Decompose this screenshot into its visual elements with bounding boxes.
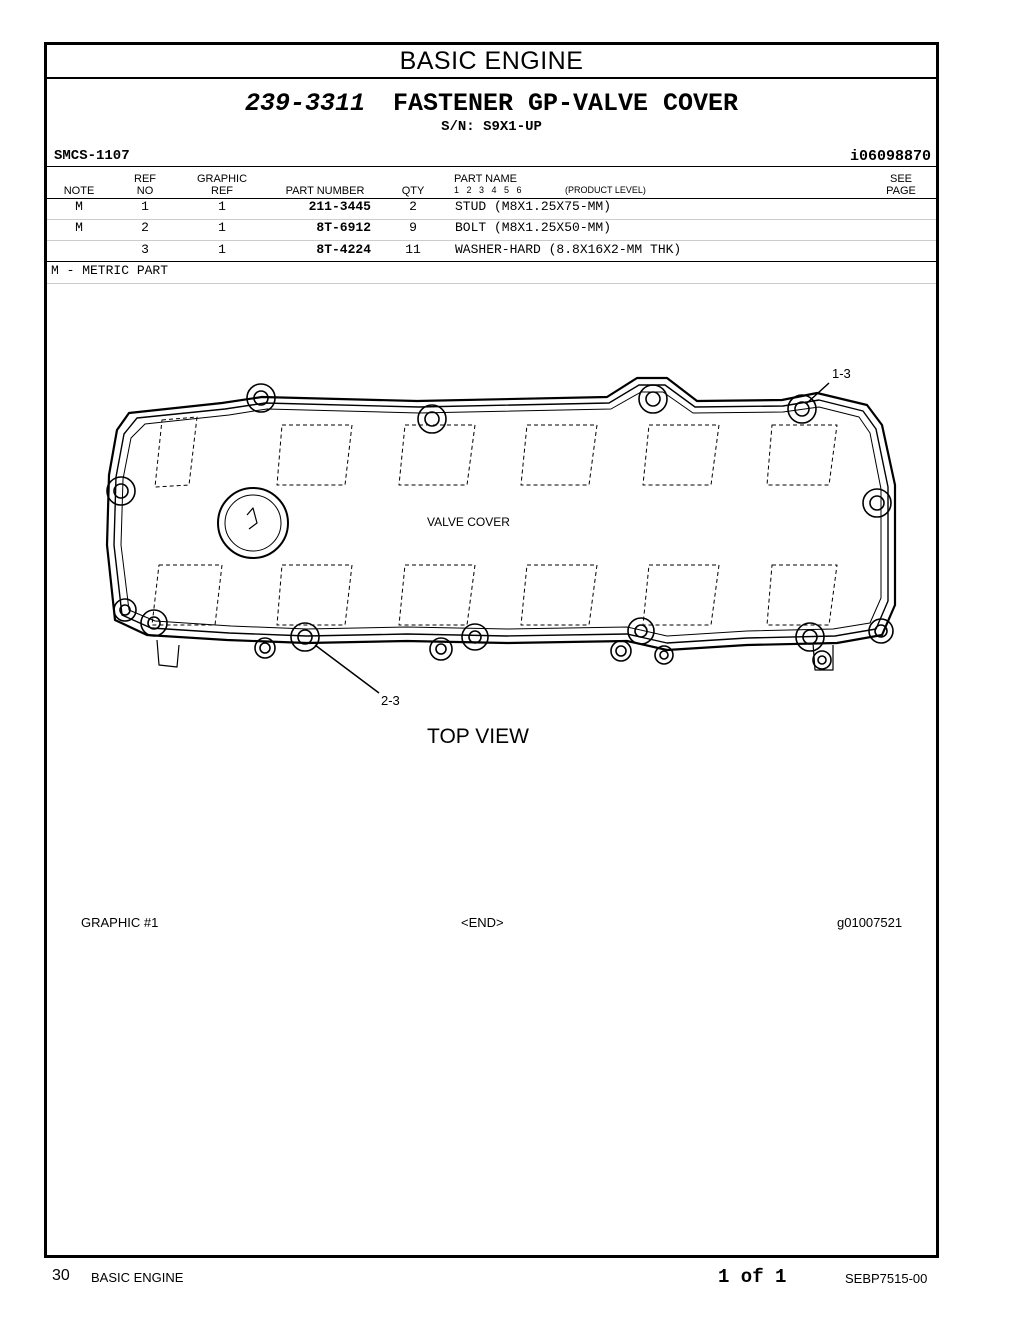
row-part-name: BOLT (M8X1.25X50-MM) (455, 220, 612, 235)
page-of: 1 of 1 (718, 1266, 787, 1288)
row-part-name: WASHER-HARD (8.8X16X2-MM THK) (455, 242, 682, 257)
group-name: FASTENER GP-VALVE COVER (392, 89, 739, 118)
row-graphic-ref: 1 (218, 199, 226, 214)
row-ref: 2 (141, 220, 149, 235)
graphic-id: g01007521 (837, 915, 903, 930)
valve-cover-label: VALVE COVER (427, 515, 510, 529)
row-ref: 1 (141, 199, 149, 214)
end-marker: <END> (461, 915, 504, 930)
row-qty: 2 (409, 199, 417, 214)
row-part-number: 8T-4224 (316, 242, 371, 257)
header-product-level: (PRODUCT LEVEL) (565, 185, 646, 195)
row-qty: 9 (409, 220, 417, 235)
row-graphic-ref: 1 (218, 242, 226, 257)
smcs-code: SMCS-1107 (54, 148, 130, 164)
header-see-bottom: PAGE (886, 185, 916, 197)
header-ref-top: REF (134, 173, 156, 185)
view-label: TOP VIEW (427, 725, 529, 748)
header-see-top: SEE (889, 173, 912, 185)
row-qty: 11 (405, 242, 421, 257)
section-title: BASIC ENGINE (47, 45, 936, 79)
header-graphic-top: GRAPHIC (196, 173, 248, 185)
header-part-name: PART NAME (454, 173, 517, 185)
row-note: M (75, 199, 83, 214)
header-graphic-bottom: REF (211, 185, 233, 197)
header-note: NOTE (63, 185, 95, 197)
callout-label: 2-3 (381, 693, 400, 708)
row-graphic-ref: 1 (218, 220, 226, 235)
illustration-id: i06098870 (849, 148, 931, 165)
graphic-number: GRAPHIC #1 (81, 915, 159, 930)
group-part-number: 239-3311 (244, 89, 365, 118)
serial-number: S/N: S9X1-UP (441, 119, 542, 135)
valve-cover-diagram (47, 45, 936, 805)
page-number: 30 (52, 1267, 70, 1284)
header-ref-bottom: NO (136, 185, 154, 197)
header-qty: QTY (401, 185, 425, 197)
header-part-number: PART NUMBER (285, 185, 365, 197)
page-frame (44, 42, 939, 1258)
callout-label: 1-3 (832, 366, 851, 381)
row-part-number: 211-3445 (308, 199, 371, 214)
footer-section: BASIC ENGINE (91, 1270, 184, 1285)
row-ref: 3 (141, 242, 149, 257)
header-part-name-levels: 1 2 3 4 5 6 (454, 185, 522, 195)
row-part-name: STUD (M8X1.25X75-MM) (455, 199, 612, 214)
row-note: M (75, 220, 83, 235)
document-id: SEBP7515-00 (845, 1271, 928, 1286)
row-part-number: 8T-6912 (316, 220, 371, 235)
metric-footnote: M - METRIC PART (51, 263, 169, 278)
